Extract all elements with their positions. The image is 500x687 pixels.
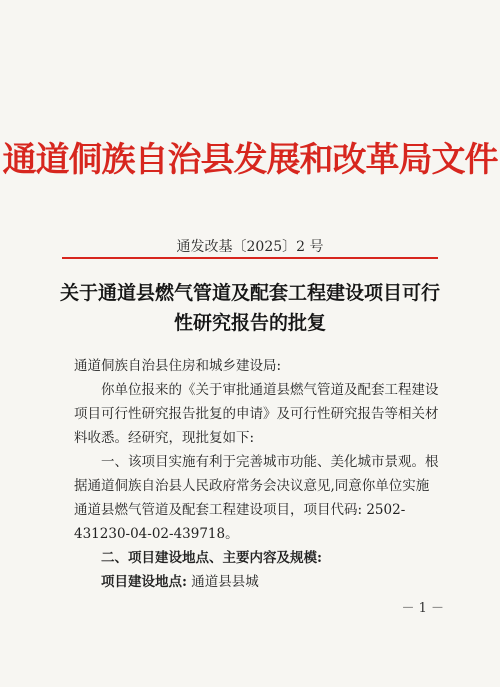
issuer-title: 通道侗族自治县发展和改革局文件 <box>2 140 498 180</box>
page-number: － 1 － <box>401 601 444 616</box>
document-body <box>74 354 440 594</box>
location-line <box>74 570 440 594</box>
location-value: 通道县县城 <box>191 574 259 590</box>
section-2-heading: 二、项目建设地点、主要内容及规模: <box>101 550 322 566</box>
location-label: 项目建设地点: <box>101 574 187 590</box>
red-divider <box>62 257 438 259</box>
salutation: 通道侗族自治县住房和城乡建设局: <box>74 358 282 374</box>
subject-line-1: 关于通道县燃气管道及配套工程建设项目可行 <box>59 282 440 304</box>
subject-title <box>0 278 500 338</box>
intro-paragraph: 你单位报来的《关于审批通道县燃气管道及配套工程建设项目可行性研究报告批复的申请》及可行性研究报告等相关材料收悉。经研究，现批复如下: <box>74 382 439 446</box>
document-number: 通发改基〔2025〕2 号 <box>176 239 324 255</box>
subject-line-2: 性研究报告的批复 <box>173 312 326 334</box>
section-1: 一、该项目实施有利于完善城市功能、美化城市景观。根据通道侗族自治县人民政府常务会决议意见,同意你单位实施通道县燃气管道及配套工程建设项目，项目代码: 2502-431230-04-02-439718。 <box>74 454 439 542</box>
